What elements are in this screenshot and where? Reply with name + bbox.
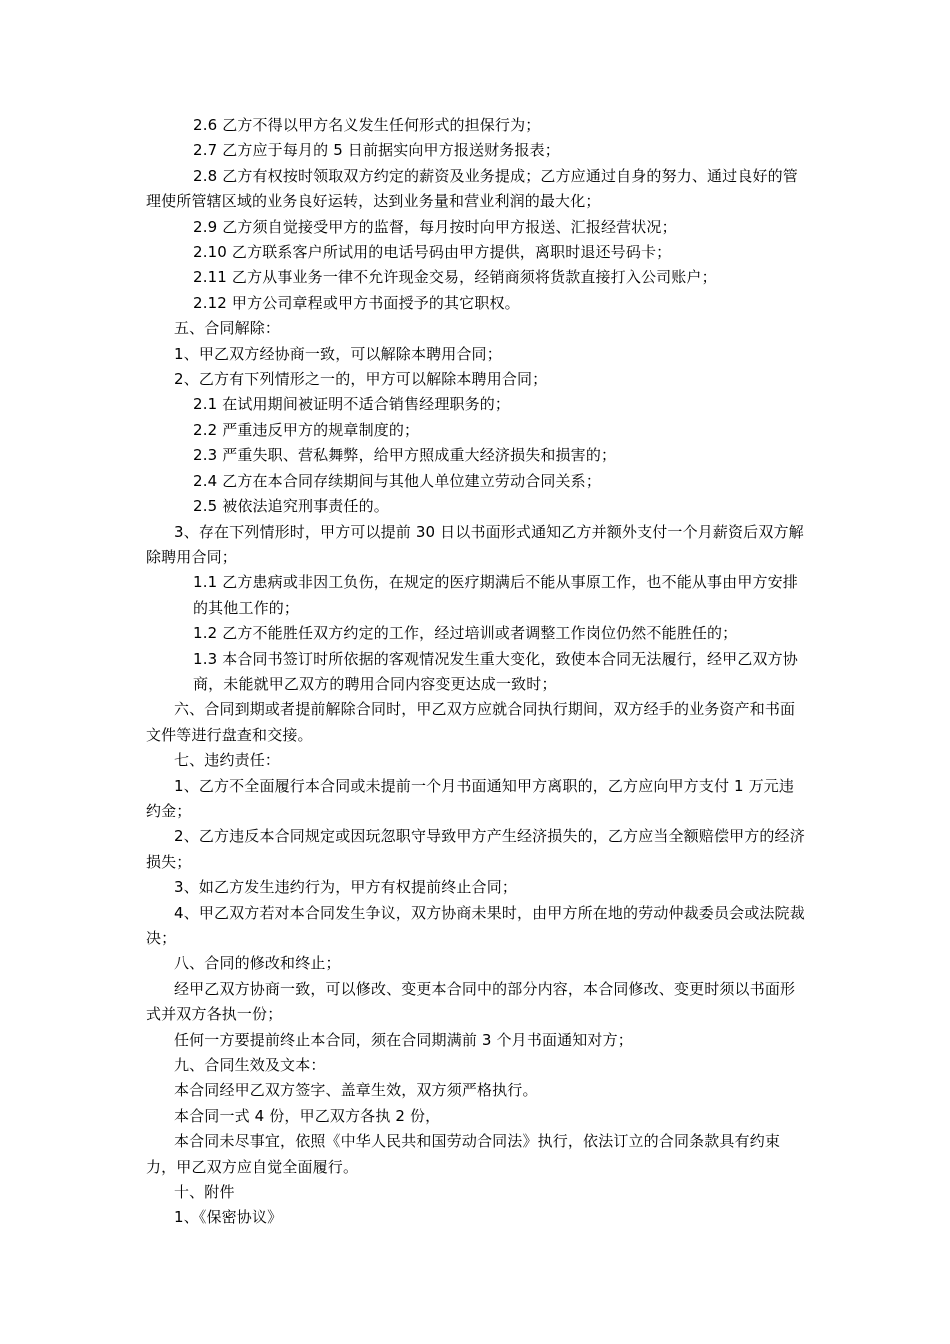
- section-8-heading: 八、合同的修改和终止；: [174, 954, 341, 973]
- document-body: [146, 113, 808, 1231]
- clause-2-8: 2.8 乙方有权按时领取双方约定的薪资及业务提成；乙方应通过自身的努力、通过良好的管理使所管辖区域的业务良好运转，达到业务量和营业利润的最大化；: [146, 166, 798, 211]
- section-9-heading: 九、合同生效及文本：: [174, 1056, 326, 1075]
- effect-paragraph-1: 本合同经甲乙双方签字、盖章生效，双方须严格执行。: [174, 1081, 538, 1100]
- section-6-paragraph: 六、合同到期或者提前解除合同时，甲乙双方应就合同执行期间，双方经手的业务资产和书面文件等进行盘查和交接。: [146, 700, 796, 744]
- termination-item-1: 1、甲乙双方经协商一致，可以解除本聘用合同；: [174, 344, 502, 363]
- termination-item-2: 2、乙方有下列情形之一的，甲方可以解除本聘用合同；: [174, 370, 548, 389]
- termination-clause-2-1: 2.1 在试用期间被证明不适合销售经理职务的；: [193, 395, 511, 414]
- liability-item-3: 3、如乙方发生违约行为，甲方有权提前终止合同；: [174, 878, 517, 897]
- liability-item-4: 4、甲乙双方若对本合同发生争议，双方协商未果时，由甲方所在地的劳动仲裁委员会或法院裁决；: [146, 903, 805, 947]
- clause-2-9: 2.9 乙方须自觉接受甲方的监督，每月按时向甲方报送、汇报经营状况；: [193, 217, 677, 236]
- termination-clause-2-3: 2.3 严重失职、营私舞弊，给甲方照成重大经济损失和损害的；: [193, 446, 617, 465]
- effect-paragraph-3: 本合同未尽事宜，依照《中华人民共和国劳动合同法》执行，依法订立的合同条款具有约束力，甲乙双方应自觉全面履行。: [146, 1132, 781, 1176]
- attachment-item-1: 1、《保密协议》: [174, 1208, 283, 1227]
- clause-2-11: 2.11 乙方从事业务一律不允许现金交易，经销商须将货款直接打入公司账户；: [193, 268, 717, 287]
- termination-clause-2-4: 2.4 乙方在本合同存续期间与其他人单位建立劳动合同关系；: [193, 471, 601, 490]
- termination-clause-1-1: 1.1 乙方患病或非因工负伤，在规定的医疗期满后不能从事原工作，也不能从事由甲方安排的其他工作的；: [193, 573, 798, 617]
- effect-paragraph-2: 本合同一式 4 份，甲乙双方各执 2 份，: [174, 1106, 441, 1125]
- termination-clause-2-5: 2.5 被依法追究刑事责任的。: [193, 497, 389, 516]
- section-10-heading: 十、附件: [174, 1183, 235, 1202]
- clause-2-12: 2.12 甲方公司章程或甲方书面授予的其它职权。: [193, 293, 520, 312]
- termination-clause-1-3: 1.3 本合同书签订时所依据的客观情况发生重大变化，致使本合同无法履行，经甲乙双方协商，未能就甲乙双方的聘用合同内容变更达成一致时；: [193, 649, 798, 693]
- section-7-heading: 七、违约责任：: [174, 751, 281, 770]
- termination-clause-1-2: 1.2 乙方不能胜任双方约定的工作，经过培训或者调整工作岗位仍然不能胜任的；: [193, 624, 738, 643]
- termination-clause-2-2: 2.2 严重违反甲方的规章制度的；: [193, 420, 420, 439]
- section-5-heading: 五、合同解除：: [174, 319, 281, 338]
- modification-paragraph-1: 经甲乙双方协商一致，可以修改、变更本合同中的部分内容，本合同修改、变更时须以书面形式并双方各执一份；: [146, 979, 796, 1024]
- liability-item-1: 1、乙方不全面履行本合同或未提前一个月书面通知甲方离职的，乙方应向甲方支付 1 万元违约金；: [146, 776, 795, 820]
- clause-2-7: 2.7 乙方应于每月的 5 日前据实向甲方报送财务报表；: [193, 141, 560, 160]
- liability-item-2: 2、乙方违反本合同规定或因玩忽职守导致甲方产生经济损失的，乙方应当全额赔偿甲方的经济损失；: [146, 827, 805, 871]
- clause-2-6: 2.6 乙方不得以甲方名义发生任何形式的担保行为；: [193, 116, 541, 134]
- termination-item-3: 3、存在下列情形时，甲方可以提前 30 日以书面形式通知乙方并额外支付一个月薪资后双方解除聘用合同；: [146, 522, 804, 566]
- clause-2-10: 2.10 乙方联系客户所试用的电话号码由甲方提供，离职时退还号码卡；: [193, 243, 672, 262]
- modification-paragraph-2: 任何一方要提前终止本合同，须在合同期满前 3 个月书面通知对方；: [174, 1030, 633, 1049]
